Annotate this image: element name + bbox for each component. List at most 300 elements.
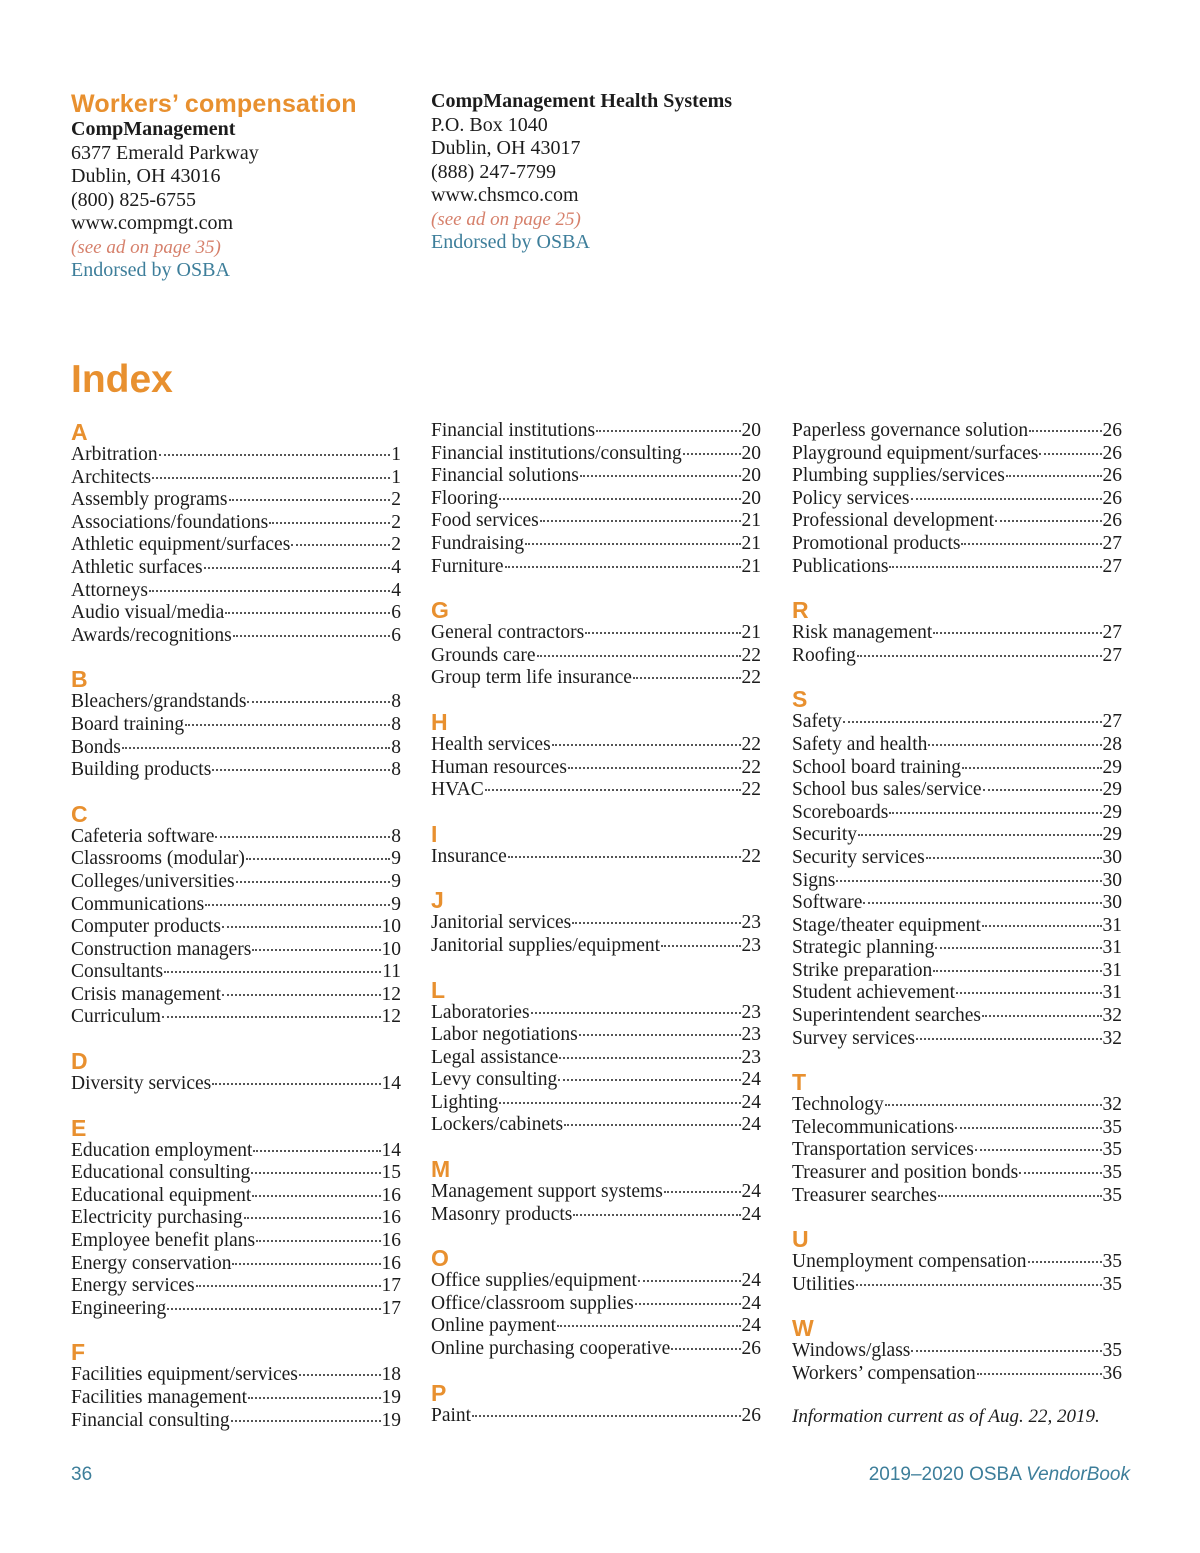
index-entry-page: 24 [741, 1270, 761, 1292]
index-entry[interactable] [792, 982, 1122, 1005]
dot-leader [928, 744, 1101, 746]
index-entry[interactable] [792, 1340, 1122, 1363]
index-entry[interactable] [71, 759, 401, 782]
dot-leader [256, 1240, 380, 1242]
index-entry[interactable] [71, 602, 401, 625]
index-entry[interactable] [71, 625, 401, 648]
index-entry[interactable] [71, 489, 401, 512]
index-entry[interactable] [792, 1162, 1122, 1185]
index-entry-term: Awards/recognitions [71, 624, 232, 646]
dot-leader [858, 834, 1102, 836]
index-entry[interactable] [792, 779, 1122, 802]
dot-leader [485, 789, 741, 791]
index-entry[interactable] [792, 488, 1122, 511]
index-entry-term: Windows/glass [792, 1340, 911, 1362]
index-entry[interactable] [431, 1270, 761, 1293]
dot-leader [1029, 430, 1101, 432]
index-entry[interactable] [71, 1230, 401, 1253]
dot-leader [236, 881, 391, 883]
index-entry-term: Laboratories [431, 1001, 530, 1023]
index-entry[interactable] [431, 443, 761, 466]
index-entry-term: Communications [71, 893, 205, 915]
index-entry-page: 22 [741, 845, 761, 867]
dot-leader [843, 721, 1102, 723]
vendor-website-link[interactable]: www.compmgt.com [71, 212, 234, 234]
index-entry-term: Paint [431, 1404, 472, 1426]
dot-leader [1028, 1261, 1102, 1263]
index-entry-term: Electricity purchasing [71, 1207, 243, 1229]
dot-leader [559, 1057, 740, 1059]
index-entry-term: Safety [792, 711, 842, 733]
index-entry-page: 24 [741, 1315, 761, 1337]
index-entry-term: Food services [431, 510, 539, 532]
index-entry[interactable] [431, 465, 761, 488]
dot-leader [962, 767, 1102, 769]
index-entry[interactable] [71, 691, 401, 714]
index-entry-term: Office/classroom supplies [431, 1292, 634, 1314]
index-entry-term: Security [792, 824, 857, 846]
dot-leader [472, 1415, 740, 1417]
index-entry[interactable] [792, 711, 1122, 734]
index-entry-term: Assembly programs [71, 489, 228, 511]
dot-leader [1039, 453, 1101, 455]
index-entry-term: Stage/theater equipment [792, 914, 981, 936]
index-entry[interactable] [71, 737, 401, 760]
dot-leader [664, 1191, 741, 1193]
index-entry[interactable] [431, 1047, 761, 1070]
index-entry-term: Superintendent searches [792, 1005, 981, 1027]
index-entry-term: Lighting [431, 1091, 499, 1113]
index-entry-page: 6 [391, 602, 401, 624]
index-entry[interactable] [431, 1315, 761, 1338]
index-entry-term: Paperless governance solution [792, 420, 1029, 441]
dot-leader [205, 904, 390, 906]
index-entry-page: 31 [1102, 914, 1122, 936]
index-letter-heading: M [431, 1156, 451, 1183]
index-entry[interactable] [71, 984, 401, 1007]
dot-leader [1006, 475, 1102, 477]
index-entry[interactable] [431, 1002, 761, 1025]
index-entry-page: 20 [741, 420, 761, 441]
index-entry-term: Online purchasing cooperative [431, 1338, 671, 1360]
index-entry-term: Energy services [71, 1275, 195, 1297]
index-entry-page: 2 [391, 511, 401, 533]
index-entry[interactable] [792, 556, 1122, 579]
vendor-endorsement: Endorsed by OSBA [431, 231, 590, 253]
index-entry-term: Cafeteria software [71, 825, 215, 847]
dot-leader [291, 544, 390, 546]
vendor-name: CompManagement [71, 118, 236, 140]
index-entry-page: 20 [741, 442, 761, 464]
index-entry[interactable] [431, 510, 761, 533]
index-entry-term: Flooring [431, 487, 499, 509]
index-entry[interactable] [71, 961, 401, 984]
index-entry[interactable] [71, 714, 401, 737]
dot-leader [204, 567, 391, 569]
dot-leader [167, 1308, 380, 1310]
index-entry-term: Levy consulting [431, 1069, 558, 1091]
dot-leader [252, 1195, 380, 1197]
index-group [431, 978, 761, 1138]
index-entry[interactable] [71, 871, 401, 894]
index-entry-term: Construction managers [71, 938, 252, 960]
dot-leader [1019, 1172, 1101, 1174]
index-entry[interactable] [431, 645, 761, 668]
index-entry[interactable] [431, 1338, 761, 1361]
index-entry-term: Janitorial supplies/equipment [431, 934, 661, 956]
index-entry-term: Strike preparation [792, 959, 933, 981]
dot-leader [975, 1149, 1102, 1151]
index-entry-page: 35 [1102, 1116, 1122, 1138]
index-entry-page: 26 [1102, 420, 1122, 441]
index-entry[interactable] [71, 444, 401, 467]
index-entry[interactable] [792, 734, 1122, 757]
dot-leader [977, 1373, 1102, 1375]
index-entry[interactable] [71, 1298, 401, 1321]
index-entry-term: Scoreboards [792, 801, 889, 823]
index-letter-heading: S [792, 686, 808, 713]
index-entry-page: 8 [391, 825, 401, 847]
index-entry[interactable] [792, 420, 1122, 443]
index-entry[interactable] [792, 1274, 1122, 1297]
index-entry-term: Employee benefit plans [71, 1230, 256, 1252]
index-group [71, 1340, 401, 1432]
index-entry[interactable] [792, 645, 1122, 668]
index-entry[interactable] [431, 757, 761, 780]
index-letter-heading: R [792, 597, 809, 624]
index-group [431, 420, 761, 578]
index-entry[interactable] [792, 1117, 1122, 1140]
index-entry-page: 20 [741, 465, 761, 487]
dot-leader [911, 1350, 1101, 1352]
index-entry-term: Financial consulting [71, 1409, 230, 1431]
index-entry-page: 17 [381, 1275, 401, 1297]
index-entry-page: 32 [1102, 1094, 1122, 1116]
dot-leader [251, 1172, 380, 1174]
index-entry[interactable] [792, 443, 1122, 466]
index-entry[interactable] [71, 534, 401, 557]
index-entry-term: Signs [792, 869, 836, 891]
index-entry-term: Building products [71, 759, 212, 781]
index-entry-page: 35 [1102, 1184, 1122, 1206]
dot-leader [572, 922, 740, 924]
dot-leader [149, 590, 390, 592]
index-entry[interactable] [431, 1204, 761, 1227]
index-entry-term: Bonds [71, 736, 121, 758]
dot-leader [916, 1038, 1102, 1040]
index-entry-page: 24 [741, 1203, 761, 1225]
index-entry-page: 24 [741, 1114, 761, 1136]
index-entry[interactable] [71, 1140, 401, 1163]
index-entry[interactable] [431, 533, 761, 556]
dot-leader [531, 1012, 741, 1014]
index-entry-term: Telecommunications [792, 1116, 955, 1138]
index-column-1 [71, 420, 401, 1452]
dot-leader [863, 902, 1101, 904]
index-entry-page: 32 [1102, 1005, 1122, 1027]
index-entry-page: 22 [741, 779, 761, 801]
index-entry[interactable] [792, 937, 1122, 960]
vendor-address-line2: Dublin, OH 43017 [431, 137, 581, 159]
index-entry-term: Treasurer and position bonds [792, 1162, 1019, 1184]
index-entry-term: Masonry products [431, 1203, 573, 1225]
index-entry-page: 27 [1102, 644, 1122, 666]
index-entry[interactable] [71, 1073, 401, 1096]
index-entry-term: Furniture [431, 555, 504, 577]
index-entry-term: Technology [792, 1094, 884, 1116]
index-entry[interactable] [792, 960, 1122, 983]
index-group [71, 667, 401, 781]
index-entry[interactable] [431, 556, 761, 579]
index-entry-term: Diversity services [71, 1073, 212, 1095]
index-entry[interactable] [71, 1364, 401, 1387]
index-entry-page: 22 [741, 667, 761, 689]
index-entry[interactable] [431, 1024, 761, 1047]
index-group [792, 1227, 1122, 1296]
dot-leader [222, 926, 380, 928]
index-entry-page: 11 [382, 961, 401, 983]
index-letter-heading: L [431, 976, 446, 1003]
index-entry[interactable] [71, 894, 401, 917]
index-entry-page: 10 [381, 916, 401, 938]
index-entry[interactable] [71, 1253, 401, 1276]
index-entry-term: Security services [792, 846, 925, 868]
index-entry-term: Facilities management [71, 1387, 247, 1408]
index-entry-term: Consultants [71, 961, 164, 983]
index-entry-term: Policy services [792, 487, 910, 509]
dot-leader [938, 1195, 1102, 1197]
index-entry-page: 35 [1102, 1340, 1122, 1362]
index-entry-page: 21 [741, 555, 761, 577]
dot-leader [231, 1420, 381, 1422]
index-entry-page: 24 [741, 1091, 761, 1113]
index-entry[interactable] [71, 826, 401, 849]
index-entry[interactable] [431, 420, 761, 443]
index-entry-term: Computer products [71, 916, 222, 938]
index-entry-term: Facilities equipment/services [71, 1364, 298, 1386]
index-letter-heading: I [431, 820, 438, 847]
index-group [792, 420, 1122, 578]
index-entry-term: Risk management [792, 622, 933, 644]
index-entry-term: School board training [792, 756, 961, 778]
index-entry[interactable] [431, 779, 761, 802]
index-entry-page: 30 [1102, 846, 1122, 868]
index-entry-page: 1 [391, 444, 401, 465]
index-entry[interactable] [792, 1251, 1122, 1274]
index-group [792, 1316, 1122, 1385]
index-entry-term: Arbitration [71, 444, 158, 465]
index-entry[interactable] [431, 488, 761, 511]
dot-leader [159, 454, 391, 456]
index-entry[interactable] [431, 1114, 761, 1137]
index-entry[interactable] [71, 848, 401, 871]
index-entry[interactable] [792, 622, 1122, 645]
index-entry[interactable] [792, 847, 1122, 870]
dot-leader [961, 543, 1101, 545]
index-entry[interactable] [431, 622, 761, 645]
index-entry[interactable] [431, 912, 761, 935]
index-entry-page: 12 [381, 983, 401, 1005]
index-entry-page: 22 [741, 756, 761, 778]
dot-leader [122, 747, 390, 749]
index-entry[interactable] [71, 939, 401, 962]
dot-leader [885, 1104, 1102, 1106]
index-letter-heading: E [71, 1114, 87, 1141]
index-entry-term: Safety and health [792, 733, 928, 755]
index-entry[interactable] [71, 1410, 401, 1433]
dot-leader [579, 1034, 741, 1036]
index-entry-page: 8 [391, 713, 401, 735]
dot-leader [889, 566, 1101, 568]
index-entry-term: Insurance [431, 845, 507, 867]
index-group [431, 888, 761, 957]
index-entry[interactable] [431, 667, 761, 690]
dot-leader [212, 1083, 380, 1085]
index-entry[interactable] [792, 870, 1122, 893]
dot-leader [196, 1285, 381, 1287]
vendor-address-line1: 6377 Emerald Parkway [71, 141, 259, 164]
index-entry-page: 4 [391, 579, 401, 601]
index-entry[interactable] [71, 1275, 401, 1298]
index-entry[interactable] [431, 1405, 761, 1428]
index-entry-term: HVAC [431, 779, 484, 801]
index-letter-heading: F [71, 1339, 86, 1366]
index-entry[interactable] [792, 533, 1122, 556]
dot-leader [233, 635, 391, 637]
index-entry[interactable] [792, 1363, 1122, 1386]
index-entry-page: 12 [381, 1006, 401, 1028]
index-group [431, 710, 761, 802]
index-entry-page: 31 [1102, 982, 1122, 1004]
index-entry-page: 26 [741, 1338, 761, 1360]
index-entry-term: Playground equipment/surfaces [792, 442, 1039, 464]
index-entry-term: Plumbing supplies/services [792, 465, 1005, 487]
index-entry-term: Attorneys [71, 579, 148, 601]
index-entry[interactable] [431, 935, 761, 958]
index-entry[interactable] [71, 1387, 401, 1410]
dot-leader [633, 677, 741, 679]
index-letter-heading: T [792, 1069, 807, 1096]
dot-leader [683, 453, 741, 455]
dot-leader [982, 1015, 1102, 1017]
index-entry-page: 24 [741, 1292, 761, 1314]
publication-prefix: 2019–2020 OSBA [868, 1464, 1027, 1485]
index-entry-page: 23 [741, 1001, 761, 1023]
index-entry-page: 26 [741, 1404, 761, 1426]
index-letter-heading: C [71, 800, 88, 827]
index-entry[interactable] [792, 1185, 1122, 1208]
vendor-website-link[interactable]: www.chsmco.com [431, 184, 579, 206]
index-entry[interactable] [431, 1069, 761, 1092]
vendor-endorsement: Endorsed by OSBA [71, 259, 230, 281]
index-entry[interactable] [71, 1207, 401, 1230]
index-entry[interactable] [792, 915, 1122, 938]
index-entry[interactable] [792, 892, 1122, 915]
index-entry[interactable] [71, 467, 401, 490]
index-entry-term: Education employment [71, 1139, 253, 1161]
dot-leader [253, 1150, 380, 1152]
vendor-address-line1: P.O. Box 1040 [431, 113, 548, 136]
index-entry[interactable] [431, 1181, 761, 1204]
index-entry-term: Legal assistance [431, 1046, 559, 1068]
index-entry-term: Publications [792, 555, 889, 577]
index-entry[interactable] [792, 1005, 1122, 1028]
index-group [792, 598, 1122, 667]
index-entry-term: Athletic surfaces [71, 556, 203, 578]
publication-italic: VendorBook [1026, 1464, 1130, 1485]
index-entry[interactable] [71, 1006, 401, 1029]
index-entry[interactable] [71, 580, 401, 603]
index-title: Index [71, 358, 173, 401]
index-entry-term: Fundraising [431, 532, 525, 554]
dot-leader [215, 836, 390, 838]
index-entry-page: 29 [1102, 824, 1122, 846]
index-entry-term: Strategic planning [792, 937, 935, 959]
index-entry[interactable] [792, 510, 1122, 533]
index-entry-page: 29 [1102, 756, 1122, 778]
index-entry-page: 21 [741, 622, 761, 644]
index-entry-page: 18 [381, 1364, 401, 1386]
index-entry-page: 8 [391, 759, 401, 781]
index-column-2 [431, 420, 761, 1447]
index-entry[interactable] [71, 1162, 401, 1185]
index-entry-page: 26 [1102, 487, 1122, 509]
index-entry-page: 35 [1102, 1273, 1122, 1295]
index-entry-page: 26 [1102, 465, 1122, 487]
index-entry[interactable] [431, 734, 761, 757]
index-group [71, 802, 401, 1029]
index-letter-heading: O [431, 1245, 449, 1272]
dot-leader [505, 566, 741, 568]
index-letter-heading: P [431, 1379, 447, 1406]
index-entry-page: 22 [741, 733, 761, 755]
index-entry[interactable] [792, 824, 1122, 847]
dot-leader [152, 477, 390, 479]
index-entry[interactable] [431, 1293, 761, 1316]
index-entry-page: 22 [741, 644, 761, 666]
index-entry[interactable] [792, 757, 1122, 780]
index-group [431, 598, 761, 690]
index-entry[interactable] [71, 916, 401, 939]
index-entry-page: 17 [381, 1297, 401, 1319]
index-letter-heading: D [71, 1048, 88, 1075]
index-entry[interactable] [792, 1139, 1122, 1162]
index-entry-page: 32 [1102, 1027, 1122, 1049]
info-current-note: Information current as of Aug. 22, 2019. [792, 1405, 1100, 1427]
index-entry[interactable] [71, 512, 401, 535]
index-entry[interactable] [792, 802, 1122, 825]
index-entry-term: Utilities [792, 1273, 855, 1295]
index-entry[interactable] [431, 846, 761, 869]
index-entry[interactable] [792, 1028, 1122, 1051]
index-letter-heading: B [71, 666, 88, 693]
index-entry[interactable] [792, 1094, 1122, 1117]
index-entry[interactable] [792, 465, 1122, 488]
index-entry-term: Group term life insurance [431, 667, 632, 689]
index-entry[interactable] [71, 1185, 401, 1208]
dot-leader [671, 1348, 740, 1350]
dot-leader [552, 744, 741, 746]
index-entry-page: 9 [391, 848, 401, 870]
dot-leader [933, 632, 1101, 634]
index-entry-term: Financial solutions [431, 465, 579, 487]
dot-leader [222, 994, 380, 996]
index-entry-page: 4 [391, 556, 401, 578]
index-entry-page: 31 [1102, 937, 1122, 959]
index-entry[interactable] [431, 1092, 761, 1115]
vendor-phone: (888) 247-7799 [431, 160, 556, 183]
index-entry[interactable] [71, 557, 401, 580]
